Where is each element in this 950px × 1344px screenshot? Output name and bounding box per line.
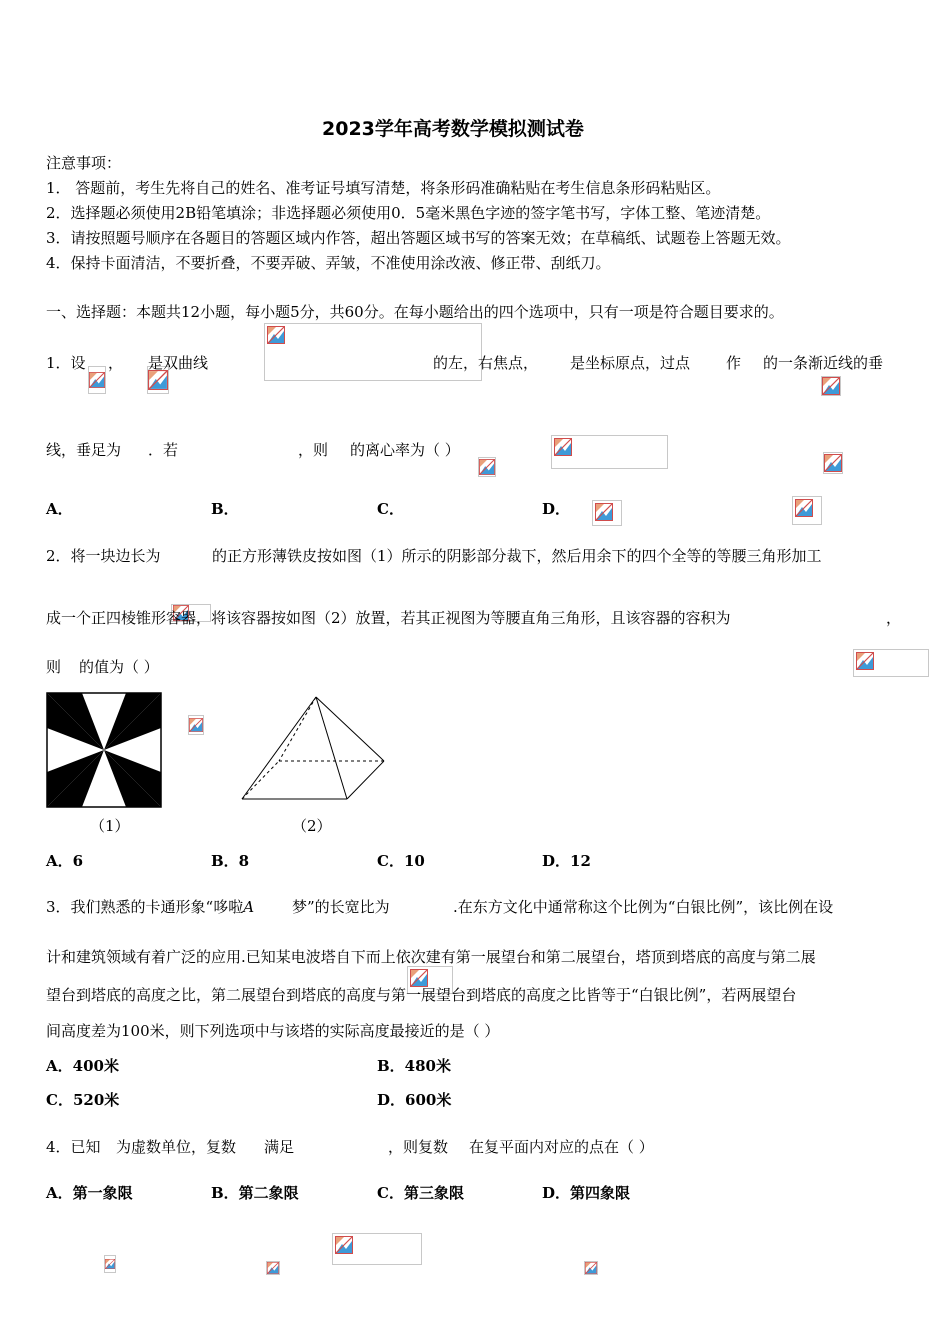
formula-image [823,452,843,474]
q3-text: 间高度差为100米，则下列选项中与该塔的实际高度最接近的是（ ） [46,1022,500,1040]
notice-item: 2．选择题必须使用2B铅笔填涂；非选择题必须使用0．5毫米黑色字迹的签字笔书写，字体工整、笔迹清楚。 [46,204,771,222]
formula-image [104,1255,116,1273]
q2-text: 的值为（ ） [79,658,159,676]
exam-title: 2023学年高考数学模拟测试卷 [322,118,584,140]
option-d: D．600米 [377,1091,452,1109]
formula-image [88,366,106,394]
broken-image-icon [554,438,572,456]
q1-text: ， [108,354,124,372]
q4-text: 为虚数单位，复数 [116,1138,237,1156]
broken-image-icon [479,458,495,476]
q3-text: 望台到塔底的高度之比，第二展望台到塔底的高度与第一展望台到塔底的高度之比皆等于“白银比例”，若两展望台 [46,986,797,1004]
formula-image [551,435,668,469]
option-c: C．520米 [46,1091,120,1109]
figure-1-caption: （1） [90,817,130,835]
formula-image [478,457,496,477]
option-c: C．10 [377,852,425,870]
q1-text: 的左，右焦点， [433,354,539,372]
broken-image-icon [795,499,813,517]
broken-image-icon [585,1262,597,1274]
option-a: A．第一象限 [46,1184,133,1202]
option-c: C．第三象限 [377,1184,464,1202]
notice-item: 4．保持卡面清洁，不要折叠，不要弄破、弄皱，不准使用涂改液、修正带、刮纸刀。 [46,254,611,272]
q3-text: .在东方文化中通常称这个比例为“白银比例”，该比例在设 [453,898,834,916]
q1-text: 是坐标原点，过点 [570,354,691,372]
q1-text: 1．设 [46,354,86,372]
formula-image [821,376,841,396]
option-b: B． [211,500,239,518]
q3-text: 计和建筑领域有着广泛的应用.已知某电波塔自下而上依次建有第一展望台和第二展望台，塔顶到塔底的高度与第二展 [46,948,816,966]
q1-text: 是双曲线 [148,354,209,372]
option-b: B．8 [211,852,250,870]
broken-image-icon [335,1236,353,1254]
figure-2-caption: （2） [292,817,332,835]
option-b: B．第二象限 [211,1184,299,1202]
formula-image [188,715,204,735]
option-a: A．400米 [46,1057,119,1075]
broken-image-icon [824,453,842,473]
q2-text: 则 [46,658,62,676]
formula-image [332,1233,422,1265]
notice-item: 1． 答题前，考生先将自己的姓名、准考证号填写清楚，将条形码准确粘贴在考生信息条形码粘贴区。 [46,179,721,197]
q2-text: 成一个正四棱锥形容器，将该容器按如图（2）放置，若其正视图为等腰直角三角形，且该容器的容积为 [46,609,731,627]
broken-image-icon [89,367,105,393]
q2-text: ， [886,609,902,627]
broken-image-icon [267,326,285,344]
q1-text: 线，垂足为 [46,441,122,459]
broken-image-icon [105,1256,115,1272]
q1-text: 的离心率为（ ） [350,441,460,459]
q3-text: 梦”的长宽比为 [292,898,390,916]
figure-1-square-pattern [46,692,162,808]
option-image [792,496,822,525]
q3-text: 3．我们熟悉的卡通形象“哆啦A [46,898,255,916]
q1-text: ，则 [298,441,329,459]
broken-image-icon [189,716,203,734]
q4-text: ，则复数 [388,1138,449,1156]
q4-text: 4．已知 [46,1138,101,1156]
figure-2-pyramid [238,695,388,803]
q2-text: 的正方形薄铁皮按如图（1）所示的阴影部分裁下，然后用余下的四个全等的等腰三角形加工 [212,547,822,565]
option-a: A． [46,500,73,518]
q1-text: 作 [726,354,742,372]
option-d: D．12 [542,852,591,870]
q2-text: 2．将一块边长为 [46,547,161,565]
option-d: D．第四象限 [542,1184,631,1202]
broken-image-icon [267,1262,279,1274]
section-heading: 一、选择题：本题共12小题，每小题5分，共60分。在每小题给出的四个选项中，只有一项是符合题目要求的。 [46,303,784,321]
notice-item: 3．请按照题号顺序在各题目的答题区域内作答，超出答题区域书写的答案无效；在草稿纸、试题卷上答题无效。 [46,229,791,247]
formula-image [266,1261,280,1275]
option-a: A．6 [46,852,84,870]
notice-heading: 注意事项： [46,154,122,172]
q1-text: 的一条渐近线的垂 [763,354,884,372]
broken-image-icon [595,503,613,521]
option-d: D． [542,500,571,518]
option-c: C． [377,500,404,518]
formula-image [584,1261,598,1275]
broken-image-icon [856,652,874,670]
broken-image-icon [822,377,840,395]
q1-text: ．若 [148,441,179,459]
q4-text: 在复平面内对应的点在（ ） [469,1138,654,1156]
formula-image [853,649,929,677]
q4-text: 满足 [264,1138,295,1156]
option-image [592,500,622,526]
option-b: B．480米 [377,1057,451,1075]
